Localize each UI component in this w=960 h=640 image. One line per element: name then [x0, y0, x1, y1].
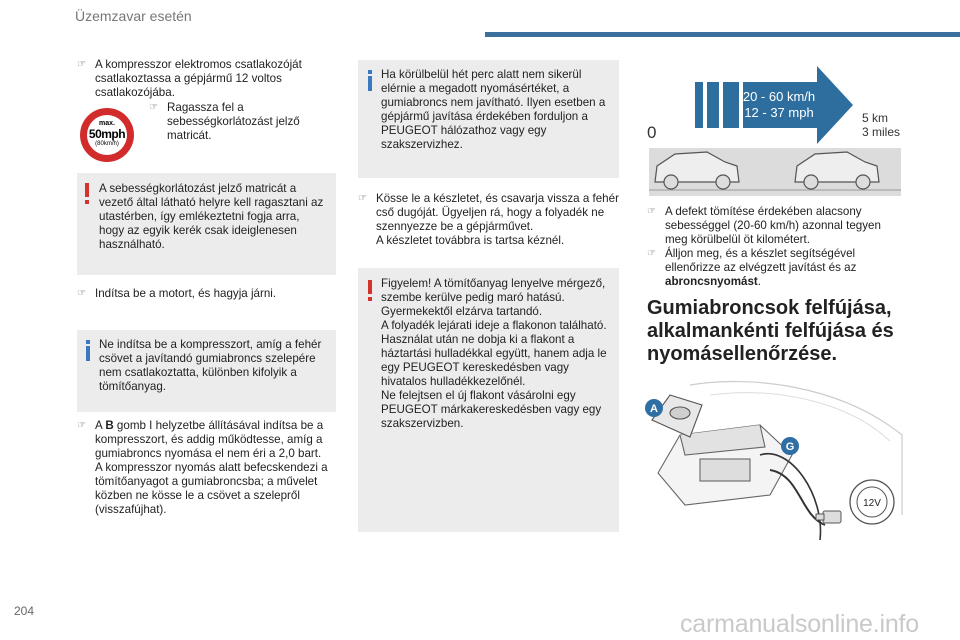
- list-item: [647, 205, 905, 247]
- start-distance-label: 0: [647, 123, 657, 142]
- sticker-max-label: max.: [99, 120, 115, 127]
- page-number: 204: [14, 604, 35, 618]
- compressor-kit-illustration: [640, 375, 905, 540]
- sticker-mph-label: 50mph: [88, 127, 126, 141]
- instruction-connect-compressor: A kompresszor elektromos csatlakozóját csatlakoztassa a gépjármű 12 voltos csatlakozójába.: [95, 58, 302, 99]
- list-item: [77, 419, 339, 517]
- distance-km-label: 5 km: [861, 111, 889, 125]
- list-item: [358, 192, 620, 248]
- instruction-disconnect-kit: Kösse le a készletet, és csavarja vissza a fehér cső dugóját. Ügyeljen rá, hogy a folyadék ne szennyezze be a gépjárművet. A készletet továbbra is tartsa kéznél.: [376, 192, 619, 247]
- list-item: [647, 247, 905, 289]
- pointing-hand-icon: ☞: [77, 59, 86, 70]
- pointing-hand-icon: ☞: [77, 420, 86, 431]
- tyre-pressure-term: abroncsnyomást: [665, 275, 758, 288]
- exclamation-icon: [85, 183, 89, 197]
- instruction-column-3: [647, 205, 905, 289]
- speed-stripe-3: [723, 82, 739, 128]
- warning-sticker-text: A sebességkorlátozást jelző matricát a vezető által látható helyre kell ragasztani az utastérben, így emlékeztetni fogja arra, hogy az egyik kerék csak ideiglenesen használható.: [99, 182, 324, 251]
- warning-box-sticker: [77, 173, 336, 275]
- list-item: [77, 287, 339, 301]
- pointing-hand-icon: ☞: [647, 248, 656, 259]
- section-title: Üzemzavar esetén: [75, 8, 192, 24]
- info-pressure-fail-text: Ha körülbelül hét perc alatt nem sikerül elérnie a megadott nyomásértéket, a gumiabroncs nem javítható. Ilyen esetben a gépjármű javítása érdekében forduljon a PEUGEOT hálózathoz vagy egy szakszervizhez.: [381, 68, 606, 151]
- 12v-socket-label: 12V: [863, 498, 881, 509]
- pointing-hand-icon: ☞: [647, 206, 656, 217]
- speed-kmh-label: 20 - 60 km/h: [742, 89, 816, 104]
- info-box-compressor: [77, 330, 336, 412]
- instruction-stop-check: Álljon meg, és a készlet segítségével ellenőrizze az elvégzett javítást és az: [665, 247, 857, 274]
- warning-box-sealant: [358, 268, 619, 532]
- item7-suffix: .: [757, 275, 762, 288]
- speed-mph-label: 12 - 37 mph: [744, 105, 814, 120]
- callout-g-label: G: [785, 441, 795, 453]
- instruction-start-engine-block: [77, 287, 339, 301]
- info-box-pressure-fail: [358, 60, 619, 178]
- list-item: [149, 101, 327, 143]
- speed-distance-diagram: [645, 62, 905, 202]
- speed-limit-sticker: [80, 108, 134, 162]
- instruction-column-1: [77, 58, 339, 100]
- sticker-kmh-label: (80km/h): [95, 141, 119, 147]
- watermark-text: carmanualsonline.info: [680, 610, 920, 638]
- header-accent-bar: [485, 32, 960, 37]
- callout-a-label: A: [650, 403, 658, 415]
- instruction-start-compressor: gomb I helyzetbe állításával indítsa be a kompresszort, és addig működtesse, amíg a gumiabroncs nyomása el nem éri a 2,0 bart. A kompresszor nyomás alatt befecskendezi a tömítőanyagot a gumiabroncsba; a művelet közben ne kösse le a csövet a szelepről (visszafújhat).: [95, 419, 328, 516]
- instruction-disconnect-block: [358, 192, 620, 248]
- instruction-drive-slowly: A defekt tömítése érdekében alacsony sebességgel (20-60 km/h) azonnal tegyen meg körülbelül öt kilométert.: [665, 205, 881, 246]
- exclamation-icon: [368, 280, 372, 294]
- info-icon: [368, 76, 372, 91]
- instruction-start-compressor-block: [77, 419, 339, 517]
- compressor-body: [658, 425, 792, 505]
- section-heading: Gumiabroncsok felfújása, alkalmankénti felfújása és nyomásellenőrzése.: [647, 297, 894, 365]
- instruction-start-engine: Indítsa be a motort, és hagyja járni.: [95, 287, 277, 300]
- sticker-instruction: [149, 101, 327, 143]
- speed-stripe-2: [707, 82, 719, 128]
- info-icon: [86, 346, 90, 361]
- distance-miles-label: 3 miles: [861, 125, 901, 139]
- info-compressor-text: Ne indítsa be a kompresszort, amíg a fehér csövet a javítandó gumiabroncs szelepére nem csatlakoztatta, különben kifolyik a tömítőanyag.: [99, 338, 322, 393]
- pointing-hand-icon: ☞: [149, 102, 158, 113]
- warning-sealant-text: Figyelem! A tömítőanyag lenyelve mérgező, szembe kerülve pedig maró hatású. Gyermekektől elzárva tartandó. A folyadék lejárati ideje a flakonon található. Használat után ne dobja ki a flakont a háztartási hulladékkal együtt, hanem adja le egy PEUGEOT kereskedésben vagy hivatalos hulladékkezelőnél. Ne felejtsen el új flakont vásárolni egy PEUGEOT márkakereskedésben vagy egy szakszervizben.: [381, 277, 607, 430]
- list-item: [77, 58, 339, 100]
- item4-prefix: A: [95, 419, 106, 432]
- pointing-hand-icon: ☞: [77, 288, 86, 299]
- speed-stripe-1: [695, 82, 703, 128]
- pointing-hand-icon: ☞: [358, 193, 367, 204]
- instruction-apply-sticker: Ragassza fel a sebességkorlátozást jelző matricát.: [167, 101, 300, 142]
- button-b-reference: B: [105, 419, 114, 432]
